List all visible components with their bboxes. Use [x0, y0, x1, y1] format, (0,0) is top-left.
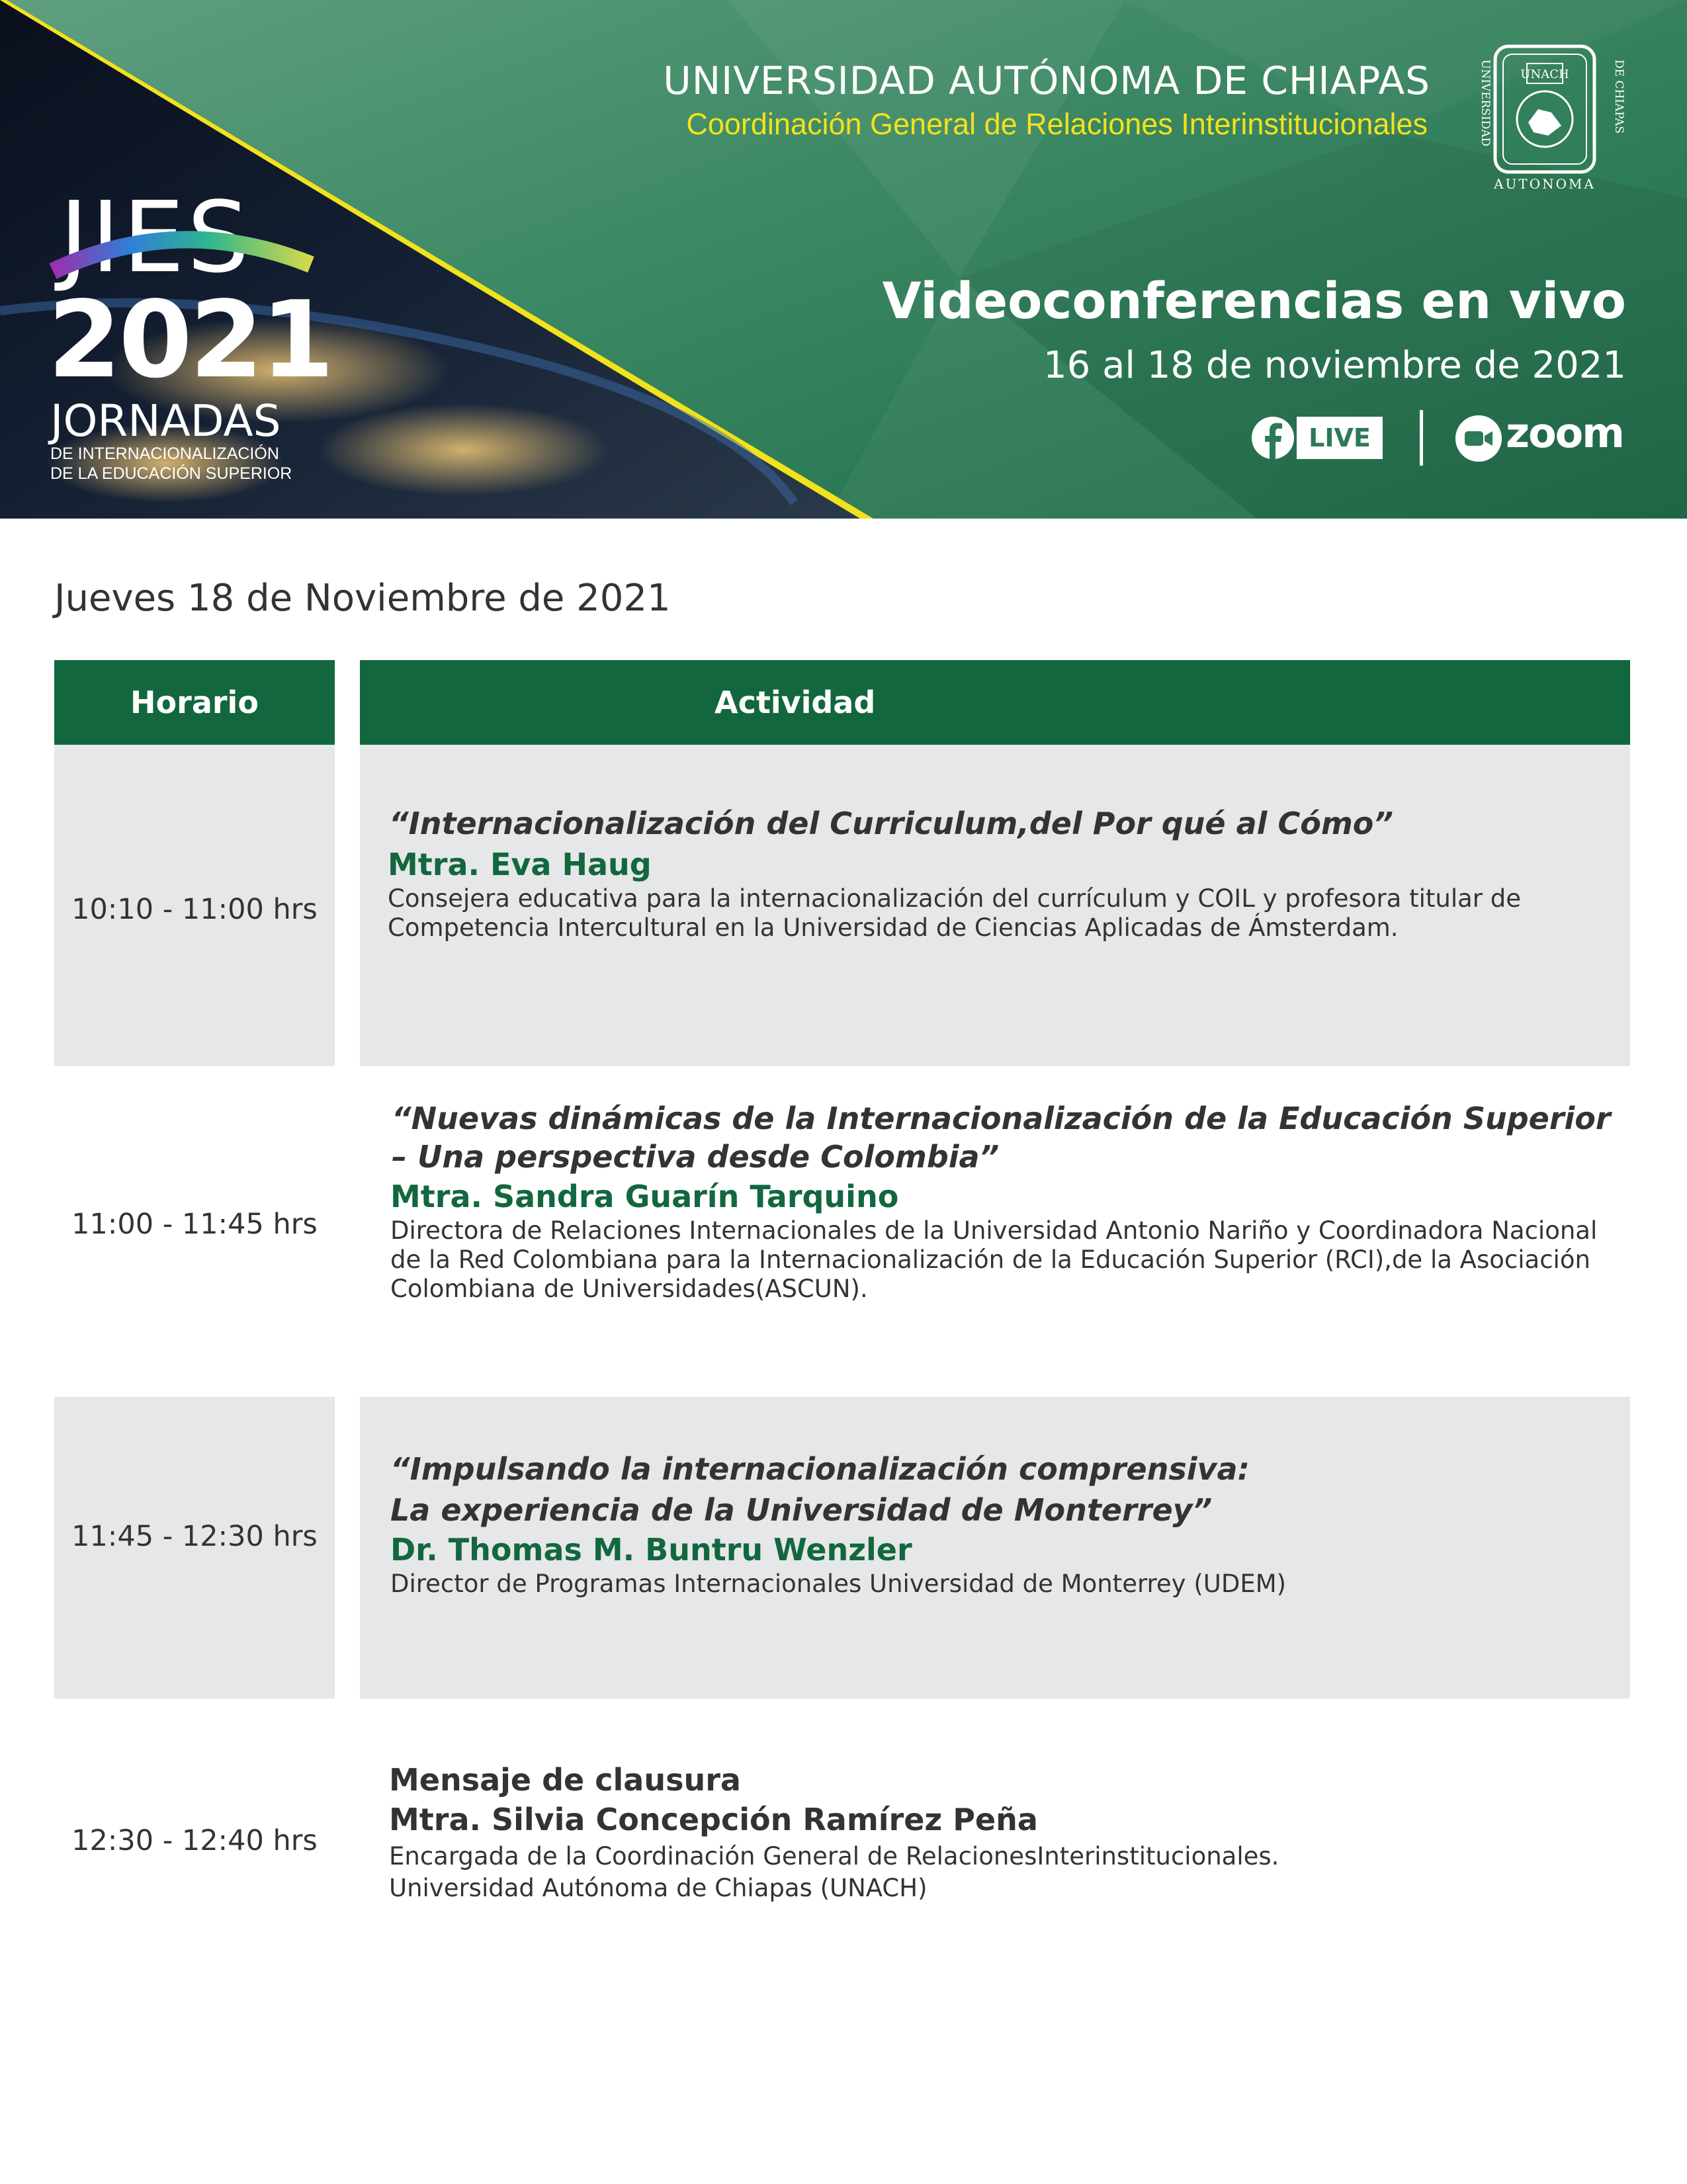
facebook-icon	[1252, 417, 1294, 459]
row-4-title: Mensaje de clausura	[389, 1762, 741, 1798]
table-header-actividad: Actividad	[360, 660, 1630, 745]
live-badge: LIVE	[1297, 417, 1383, 459]
table-header-horario: Horario	[54, 660, 335, 745]
row-3-title-2: La experiencia de la Universidad de Monterrey”	[390, 1492, 1213, 1528]
unach-seal-logo	[1462, 40, 1627, 192]
row-2-speaker: Mtra. Sandra Guarín Tarquino	[390, 1179, 899, 1214]
row-1-time: 10:10 - 11:00 hrs	[71, 893, 318, 926]
row-4-desc-2: Universidad Autónoma de Chiapas (UNACH)	[389, 1874, 928, 1902]
row-1-title: “Internacionalización del Curriculum,del Por qué al Cómo”	[389, 806, 1393, 841]
platform-divider	[1420, 410, 1423, 466]
header-banner	[0, 0, 1687, 519]
zoom-wordmark: zoom	[1506, 409, 1623, 457]
seal-left-text: UNIVERSIDAD	[1479, 60, 1492, 147]
university-name: UNIVERSIDAD AUTÓNOMA DE CHIAPAS	[663, 58, 1430, 103]
row-2-desc-1: Directora de Relaciones Internacionales de la Universidad Antonio Nariño y Coordinadora Nacional	[390, 1216, 1598, 1245]
zoom-icon	[1455, 415, 1502, 462]
jies-subtitle-2: DE LA EDUCACIÓN SUPERIOR	[50, 464, 292, 483]
row-3-desc-1: Director de Programas Internacionales Universidad de Monterrey (UDEM)	[390, 1570, 1287, 1598]
row-2-time: 11:00 - 11:45 hrs	[71, 1208, 318, 1241]
row-4-time: 12:30 - 12:40 hrs	[71, 1824, 318, 1857]
row-4-desc-1: Encargada de la Coordinación General de RelacionesInterinstitucionales.	[389, 1842, 1279, 1870]
row-3-speaker: Dr. Thomas M. Buntru Wenzler	[390, 1532, 912, 1568]
coordination-name: Coordinación General de Relaciones Interinstitucionales	[686, 107, 1428, 141]
jies-subtitle-1: DE INTERNACIONALIZACIÓN	[50, 444, 279, 463]
row-1-speaker: Mtra. Eva Haug	[388, 847, 652, 882]
event-title: Videoconferencias en vivo	[882, 271, 1626, 330]
row-1-desc-2: Competencia Intercultural en la Universidad de Ciencias Aplicadas de Ámsterdam.	[388, 913, 1399, 942]
row-2-title-2: – Una perspectiva desde Colombia”	[392, 1139, 1000, 1175]
row-4-speaker: Mtra. Silvia Concepción Ramírez Peña	[389, 1802, 1038, 1837]
event-dates: 16 al 18 de noviembre de 2021	[1043, 344, 1626, 387]
row-1-desc-1: Consejera educativa para la internacionalización del currículum y COIL y profesora titular de	[388, 884, 1522, 913]
row-3-title-1: “Impulsando la internacionalización comprensiva:	[390, 1451, 1250, 1487]
jies-acronym: JIES	[60, 181, 252, 294]
row-3-time: 11:45 - 12:30 hrs	[71, 1520, 318, 1553]
jies-jornadas: JORNADAS	[50, 396, 281, 446]
seal-bottom-text: AUTONOMA	[1494, 176, 1596, 192]
day-heading: Jueves 18 de Noviembre de 2021	[54, 577, 671, 620]
jies-year: 2021	[48, 278, 332, 401]
row-2-desc-3: Colombiana de Universidades(ASCUN).	[390, 1275, 868, 1303]
row-2-desc-2: de la Red Colombiana para la Internacionalización de la Educación Superior (RCI),de la Asociación	[390, 1245, 1590, 1274]
seal-text: UNACH	[1520, 67, 1569, 81]
row-2-title-1: “Nuevas dinámicas de la Internacionalización de la Educación Superior	[392, 1101, 1611, 1136]
seal-right-text: DE CHIAPAS	[1612, 60, 1625, 134]
